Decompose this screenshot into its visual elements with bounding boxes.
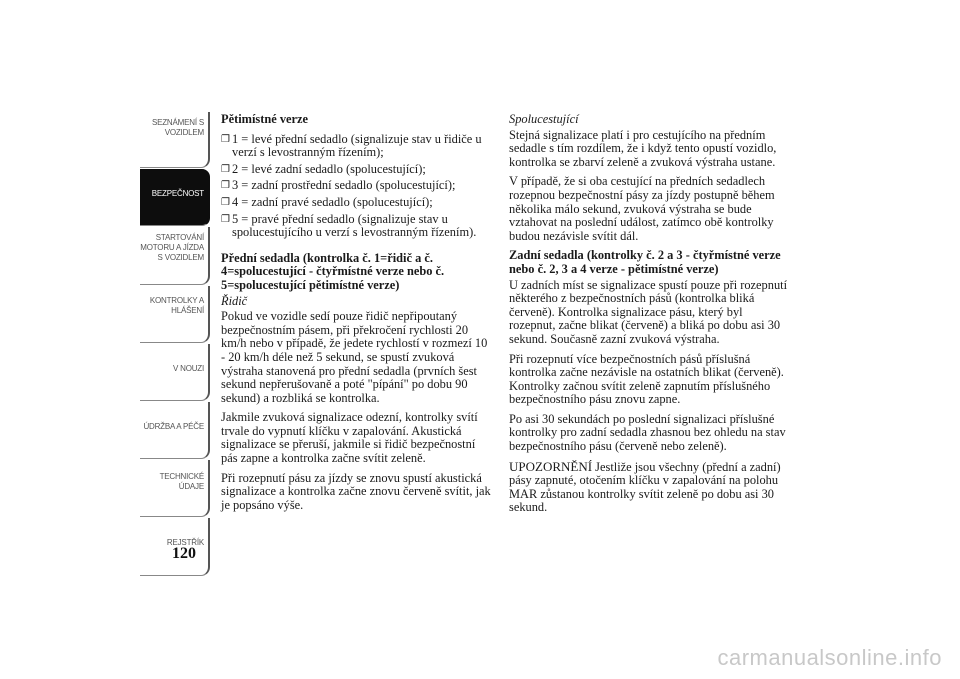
tab-v-nouzi[interactable]: V NOUZI <box>140 344 210 401</box>
heading-front-seats: Přední sedadla (kontrolka č. 1=řidič a č. 4=spolucestující - čtyřmístné verze nebo č. 5=spolucestující pětimístné verze) <box>221 250 445 292</box>
warning-note <box>509 460 789 515</box>
paragraph: Pokud ve vozidle sedí pouze řidič nepřipoutaný bezpečnostním pásem, při překročení rychlosti 20 km/h nebo v případě, že jedete rychlostí v rozmezí 10 - 20 km/h déle než 5 sekund, se spustí zvuková výstraha stanovená pro přední sedadla (prvních šest sekund nepřerušovaně a poté "pípání" po dobu 90 sekund) a rozbliká se kontrolka. <box>221 309 488 405</box>
warning-label: UPOZORNĚNÍ <box>509 458 593 474</box>
paragraph: Stejná signalizace platí i pro cestujícího na předním sedadle s tím rozdílem, že i když tento opustí vozidlo, kontrolka se zbarví zeleně a zvuková výstraha ustane. <box>509 127 777 169</box>
tab-kontrolky-a-hlaseni[interactable]: KONTROLKY A HLÁŠENÍ <box>140 286 210 343</box>
paragraph: Jakmile zvuková signalizace odezní, kontrolky svítí trvale do vypnutí klíčku v zapalování. Akustická signalizace se přeruší, jakmile si řidič bezpečnostní pás zapne a kontrolka začne svítit zeleně. <box>221 410 478 466</box>
tab-rejstrik[interactable]: REJSTŘÍK <box>140 518 210 576</box>
subheading-passenger: Spolucestující <box>509 112 579 126</box>
list-item: ❐ 2 = levé zadní sedadlo (spolucestující); <box>221 161 426 176</box>
tab-bezpecnost[interactable]: BEZPEČNOST <box>140 169 210 226</box>
checkbox-bullet-icon: ❐ <box>221 180 230 192</box>
list-item: ❐ 5 = pravé přední sedadlo (signalizuje stav u spolucestujícího u verzí s levostranným řízením). <box>221 211 477 240</box>
paragraph: Při rozepnutí pásu za jízdy se znovu spustí akustická signalizace a kontrolka začne znovu červeně svítit, jak je popsáno výše. <box>221 470 491 512</box>
tab-technicke-udaje[interactable]: TECHNICKÉ ÚDAJE <box>140 460 210 517</box>
left-column <box>221 113 493 518</box>
tab-startovani-motoru[interactable]: STARTOVÁNÍ MOTORU A JÍZDA S VOZIDLEM <box>140 227 210 285</box>
checkbox-bullet-icon: ❐ <box>221 163 230 175</box>
list-item: ❐ 4 = zadní pravé sedadlo (spolucestující); <box>221 194 433 209</box>
paragraph: U zadních míst se signalizace spustí pouze při rozepnutí některého z bezpečnostních pásů (kontrolka bliká červeně). Kontrolka signalizace pásu, který byl rozepnut, začne blikat (červeně) a bliká po dobu asi 30 sekund. Současně zazní zvuková výstraha. <box>509 277 788 346</box>
checkbox-bullet-icon: ❐ <box>221 213 230 225</box>
checkbox-bullet-icon: ❐ <box>221 133 230 145</box>
right-column <box>509 113 789 521</box>
warning-text: Jestliže jsou všechny (přední a zadní) pásy zapnuté, otočením klíčku v zapalování na polohu MAR zůstanou kontrolky svítit zeleně po dobu asi 30 sekund. <box>509 459 781 515</box>
list-item: ❐ 3 = zadní prostřední sedadlo (spolucestující); <box>221 178 456 193</box>
list-item: ❐ 1 = levé přední sedadlo (signalizuje stav u řidiče u verzí s levostranným řízením); <box>221 131 482 160</box>
heading-five-seat: Pětimístné verze <box>221 112 309 126</box>
subheading-driver: Řidič <box>221 293 248 308</box>
page-number: 120 <box>172 545 196 562</box>
paragraph: V případě, že si oba cestující na předních sedadlech rozepnou bezpečnostní pásy za jízdy postupně během několika málo sekund, zvuková výstraha se bude vztahovat na poslední událost, zatímco obě kontrolky budou nezávisle svítit dál. <box>509 174 775 243</box>
heading-rear-seats: Zadní sedadla (kontrolky č. 2 a 3 - čtyřmístné verze nebo č. 2, 3 a 4 verze - pětimístné verze) <box>509 248 781 276</box>
paragraph: Po asi 30 sekundách po poslední signalizaci příslušné kontrolky pro zadní sedadla zhasnou bez ohledu na stav bezpečnostního pásu (červeně nebo zeleně). <box>509 411 786 454</box>
paragraph: Při rozepnutí více bezpečnostních pásů příslušná kontrolka začne nezávisle na ostatních blikat (červeně). Kontrolky začnou svítit zeleně zapnutím příslušného bezpečnostního pásu znovu zapne. <box>509 351 784 407</box>
checkbox-bullet-icon: ❐ <box>221 196 230 208</box>
watermark: carmanualsonline.info <box>717 645 942 670</box>
tab-udrzba-a-pece[interactable]: ÚDRŽBA A PÉČE <box>140 402 210 459</box>
tab-seznameni-s-vozidlem[interactable]: SEZNÁMENÍ S VOZIDLEM <box>140 112 210 168</box>
